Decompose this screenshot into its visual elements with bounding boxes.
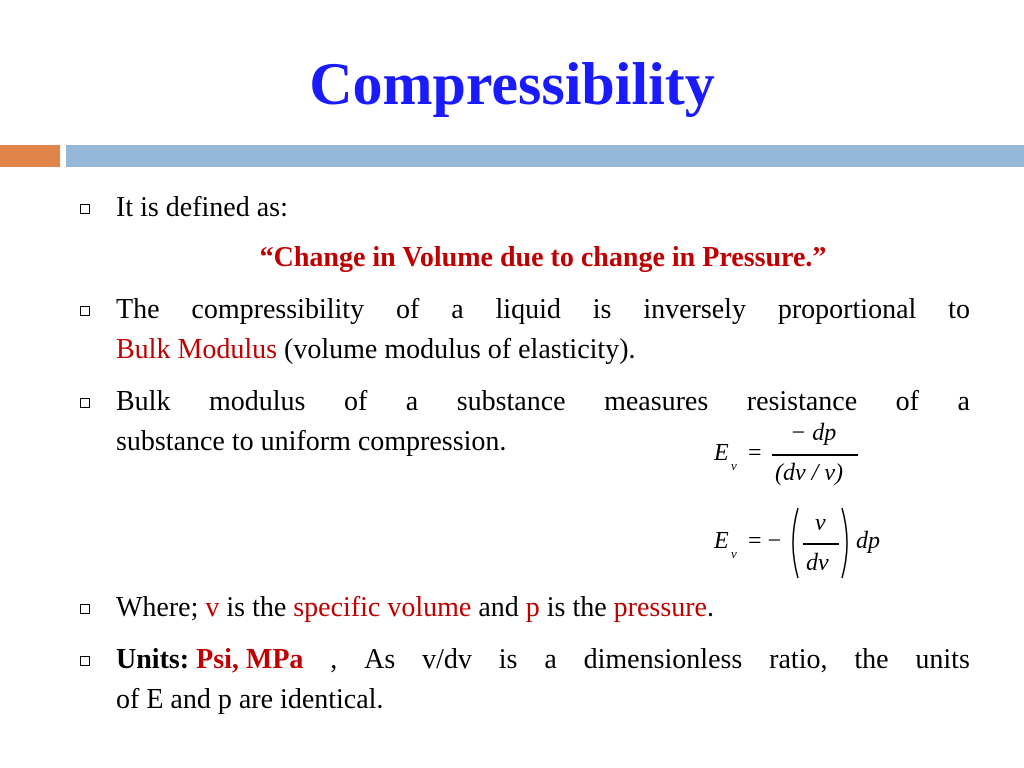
word: compressibility	[191, 294, 365, 325]
bullet-2-line-2	[116, 330, 636, 370]
eq2-numerator: v	[815, 510, 826, 536]
eq2-sub: v	[731, 546, 737, 561]
slide-title: Compressibility	[309, 51, 715, 117]
bullet-2-line-1	[116, 290, 970, 330]
word: a	[957, 386, 970, 417]
word: As	[364, 644, 396, 675]
bullet-marker	[80, 656, 90, 666]
word: dimensionless	[583, 644, 743, 675]
term-pressure: pressure	[613, 592, 707, 623]
b4-part: and	[471, 592, 526, 623]
word: modulus	[208, 386, 306, 417]
left-paren	[786, 506, 800, 580]
word: the	[854, 644, 889, 675]
var-p: p	[525, 592, 540, 623]
word: resistance	[746, 386, 858, 417]
word: Bulk	[116, 386, 171, 417]
word: to	[948, 294, 970, 325]
accent-bar-blue	[66, 145, 1024, 167]
b4-part: Where;	[116, 592, 206, 623]
word: measures	[604, 386, 709, 417]
word: of	[343, 386, 368, 417]
bullet-2-rest: (volume modulus of elasticity).	[277, 334, 636, 365]
word: v/dv	[422, 644, 472, 675]
bullet-marker	[80, 204, 90, 214]
bullet-marker	[80, 604, 90, 614]
eq1-equals: =	[748, 440, 762, 466]
eq1-sub: v	[731, 458, 737, 473]
word: is	[498, 644, 518, 675]
b4-part: is the	[219, 592, 294, 623]
word: is	[592, 294, 612, 325]
eq2-tail: dp	[856, 528, 880, 554]
word: ratio,	[769, 644, 828, 675]
word: The	[116, 294, 160, 325]
definition-quote: “Change in Volume due to change in Pressure.”	[259, 242, 827, 273]
eq2-lhs: E	[714, 528, 729, 554]
word: inversely	[643, 294, 746, 325]
word: of	[395, 294, 420, 325]
eq1-lhs: E	[714, 440, 729, 466]
eq1-denominator: (dv / v)	[775, 460, 843, 486]
word: units	[915, 644, 970, 675]
units-values: Psi, MPa	[196, 644, 304, 675]
word: of	[895, 386, 919, 417]
word: a	[405, 386, 419, 417]
word: substance	[456, 386, 566, 417]
word: proportional	[777, 294, 917, 325]
word: liquid	[495, 294, 561, 325]
right-paren	[840, 506, 854, 580]
bullet-3-line-1	[116, 382, 970, 422]
eq2-denominator: dv	[806, 550, 829, 576]
eq1-numerator: − dp	[790, 420, 837, 446]
b4-part: .	[706, 592, 714, 623]
bullet-marker	[80, 398, 90, 408]
word: a	[451, 294, 464, 325]
units-label: Units:	[116, 644, 190, 675]
bullet-marker	[80, 306, 90, 316]
bulk-modulus-term: Bulk Modulus	[116, 334, 278, 365]
bullet-5-line-2: of E and p are identical.	[116, 684, 384, 715]
eq2-fraction-bar	[803, 543, 839, 545]
eq1-fraction-bar	[772, 454, 858, 456]
units-label-group	[116, 640, 303, 680]
bullet-4-text	[116, 588, 714, 628]
bullet-1-text: It is defined as:	[116, 192, 288, 223]
word: ,	[330, 644, 338, 675]
var-v: v	[205, 592, 220, 623]
term-specific-volume: specific volume	[293, 592, 472, 623]
word: a	[544, 644, 557, 675]
eq2-equals-minus: = −	[748, 528, 782, 554]
b4-part: is the	[539, 592, 614, 623]
accent-bar-orange	[0, 145, 60, 167]
bullet-5-line-1	[116, 640, 970, 680]
bullet-3-line-2: substance to uniform compression.	[116, 426, 507, 457]
